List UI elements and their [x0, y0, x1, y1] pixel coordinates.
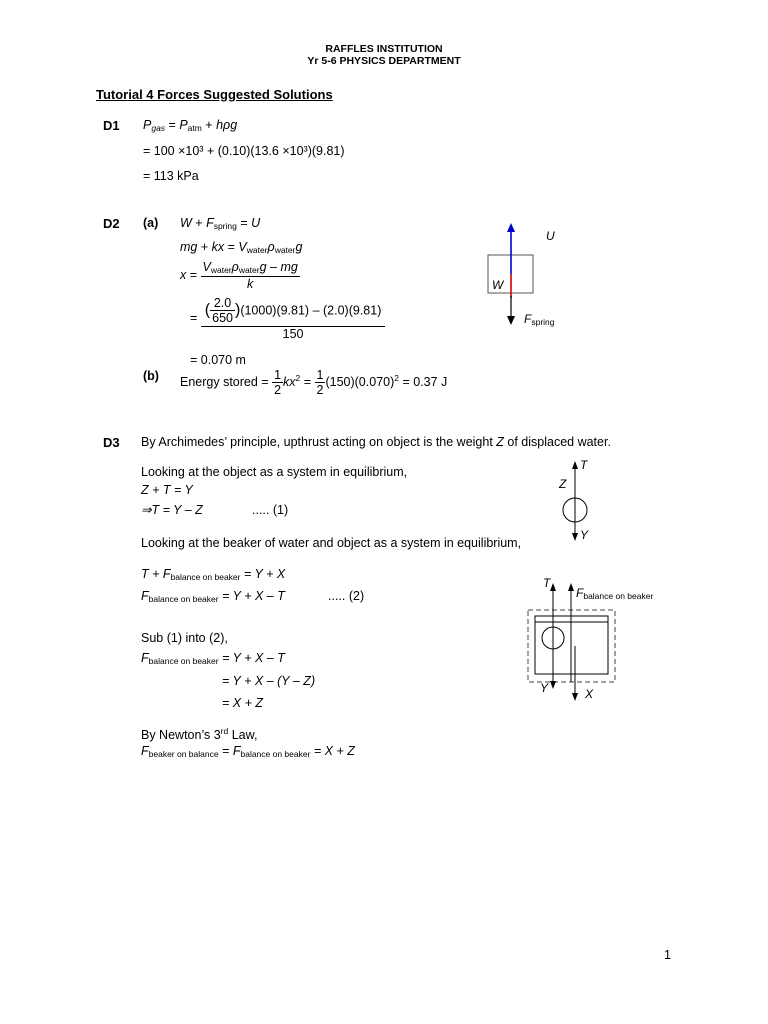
question-label-d3: D3 — [103, 435, 120, 450]
d3-equation-e: $F_{balance on beaker} = Y + X - T$ — [141, 651, 285, 666]
spring-force-arrowhead — [507, 316, 515, 325]
label-x-2: X — [585, 687, 594, 701]
tension-arrowhead-2 — [550, 583, 556, 591]
d2-equation-2: mg + kx = $V_{water}\rho_{water}g$ — [180, 240, 303, 255]
d3-system2-text: Looking at the beaker of water and object as a system in equilibrium, — [141, 536, 522, 550]
department-name: Yr 5-6 PHYSICS DEPARTMENT — [307, 55, 461, 67]
d3-system1-text: Looking at the object as a system in equilibrium, — [141, 465, 408, 479]
d3-equation-h: $F_{beaker on balance} = F_{balance on beaker} = X + Z$ — [141, 744, 355, 759]
d3-equation-a: Z + T = Y — [141, 483, 193, 497]
balance-force-arrowhead — [568, 583, 574, 591]
d2-energy-equation: Energy stored = $\frac{1}{2}$ $kx^2$ = $\frac{1}{2}$ $(150)(0.070)^2 = 0.37$ J — [180, 368, 448, 398]
weight-arrowhead-y-2 — [550, 681, 556, 689]
d1-equation-2: = 100 ×10³ + (0.10)(13.6 ×10³)(9.81) — [143, 144, 345, 158]
d3-newton-text: By Newton’s 3rd Law, — [141, 726, 258, 742]
d2-equation-4: = ( $\frac{2.0}{650}$ )(1000)(9.81) – (2.0)(9.81) 150 — [190, 296, 385, 341]
d1-equation-3: = 113 kPa — [143, 169, 199, 183]
d1-equation-1: $P_{gas} = P_{atm} + h\rho g$ — [143, 118, 238, 133]
d2-equation-1: $W + F_{spring} = U$ — [180, 216, 261, 231]
label-t-2: T — [543, 576, 551, 590]
d2-equation-3: x = $\frac{V_{water}\rho_{water}g - mg}{k}$ — [180, 260, 298, 291]
d3-sub-text: Sub (1) into (2), — [141, 631, 228, 645]
label-f-spring: $F_{spring}$ — [524, 312, 555, 327]
d3-equation-b: ⇒T = Y – Z — [141, 503, 203, 517]
d3-intro: By Archimedes’ principle, upthrust acting on object is the weight Z of displaced water. — [141, 435, 611, 449]
d3-equation-d: $F_{balance on beaker} = Y + X - T$ — [141, 589, 285, 604]
part-label-a: (a) — [143, 216, 159, 230]
label-t-1: T — [580, 458, 588, 472]
label-y-2: Y — [540, 681, 549, 695]
label-w: W — [492, 278, 504, 292]
upthrust-arrowhead — [507, 223, 515, 232]
label-u: U — [546, 229, 555, 243]
label-z-1: Z — [559, 477, 567, 491]
question-label-d1: D1 — [103, 118, 120, 133]
d3-equation-f: = Y + X – (Y – Z) — [222, 674, 316, 688]
weight-arrowhead-y — [572, 533, 578, 541]
d3-equation-c: $T + F_{balance on beaker} = Y + X$ — [141, 567, 286, 582]
d3-equation-d-tag: ..... (2) — [328, 589, 365, 603]
page-number: 1 — [664, 948, 671, 962]
question-label-d2: D2 — [103, 216, 120, 231]
school-name: RAFFLES INSTITUTION — [325, 43, 443, 55]
tension-arrowhead — [572, 461, 578, 469]
d2-equation-5: = 0.070 m — [190, 353, 246, 367]
d3-equation-b-tag: ..... (1) — [252, 503, 289, 517]
label-y-1: Y — [580, 528, 589, 542]
water-weight-arrowhead-x — [572, 693, 578, 701]
page-title: Tutorial 4 Forces Suggested Solutions — [96, 87, 333, 102]
part-label-b: (b) — [143, 369, 159, 383]
label-f-balance: $F_{balance on beaker}$ — [576, 586, 654, 601]
d3-equation-g: = X + Z — [222, 696, 263, 710]
